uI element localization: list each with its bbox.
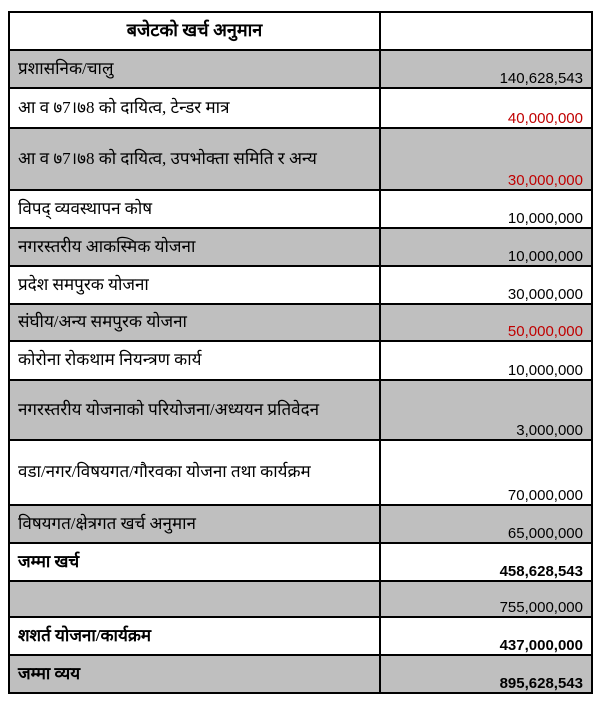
row-label: नगरस्तरीय योजनाको परियोजना/अध्ययन प्रतिवेदन [9, 380, 380, 440]
row-label: जम्मा खर्च [9, 543, 380, 581]
table-row [9, 341, 592, 380]
row-value: 70,000,000 [380, 440, 592, 505]
row-label: विपद् व्यवस्थापन कोष [9, 190, 380, 228]
table-row [9, 380, 592, 440]
row-label: प्रशासनिक/चालु [9, 50, 380, 88]
table-row [9, 505, 592, 543]
row-value: 140,628,543 [380, 50, 592, 88]
row-value: 50,000,000 [380, 304, 592, 341]
row-value: 10,000,000 [380, 190, 592, 228]
row-label: आ व ७7।७8 को दायित्व, टेन्डर मात्र [9, 88, 380, 128]
table-row [9, 50, 592, 88]
row-value: 65,000,000 [380, 505, 592, 543]
row-value: 895,628,543 [380, 655, 592, 693]
row-value: 437,000,000 [380, 617, 592, 655]
row-label: कोरोना रोकथाम नियन्त्रण कार्य [9, 341, 380, 380]
budget-expenditure-table [8, 11, 593, 694]
row-value: 40,000,000 [380, 88, 592, 128]
row-label: जम्मा व्यय [9, 655, 380, 693]
row-value: 458,628,543 [380, 543, 592, 581]
table-row [9, 440, 592, 505]
table-row [9, 128, 592, 190]
row-value: 30,000,000 [380, 128, 592, 190]
row-label: नगरस्तरीय आकस्मिक योजना [9, 228, 380, 266]
row-label: प्रदेश समपुरक योजना [9, 266, 380, 304]
row-label [9, 581, 380, 617]
table-row-conditional-program [9, 617, 592, 655]
row-label: संघीय/अन्य समपुरक योजना [9, 304, 380, 341]
row-label: शशर्त योजना/कार्यक्रम [9, 617, 380, 655]
row-value: 10,000,000 [380, 341, 592, 380]
row-label: आ व ७7।७8 को दायित्व, उपभोक्ता समिति र अन्य [9, 128, 380, 190]
table-row [9, 190, 592, 228]
table-title: बजेटको खर्च अनुमान [9, 12, 380, 50]
table-header-row [9, 12, 592, 50]
row-value: 30,000,000 [380, 266, 592, 304]
table-row [9, 88, 592, 128]
table-row [9, 266, 592, 304]
row-value: 755,000,000 [380, 581, 592, 617]
row-value: 10,000,000 [380, 228, 592, 266]
table-row [9, 228, 592, 266]
row-label: विषयगत/क्षेत्रगत खर्च अनुमान [9, 505, 380, 543]
table-row [9, 304, 592, 341]
row-value: 3,000,000 [380, 380, 592, 440]
table-row [9, 581, 592, 617]
table-row-grand-total [9, 655, 592, 693]
table-row-total-expense [9, 543, 592, 581]
header-value-cell-empty [380, 12, 592, 50]
row-label: वडा/नगर/विषयगत/गौरवका योजना तथा कार्यक्रम [9, 440, 380, 505]
